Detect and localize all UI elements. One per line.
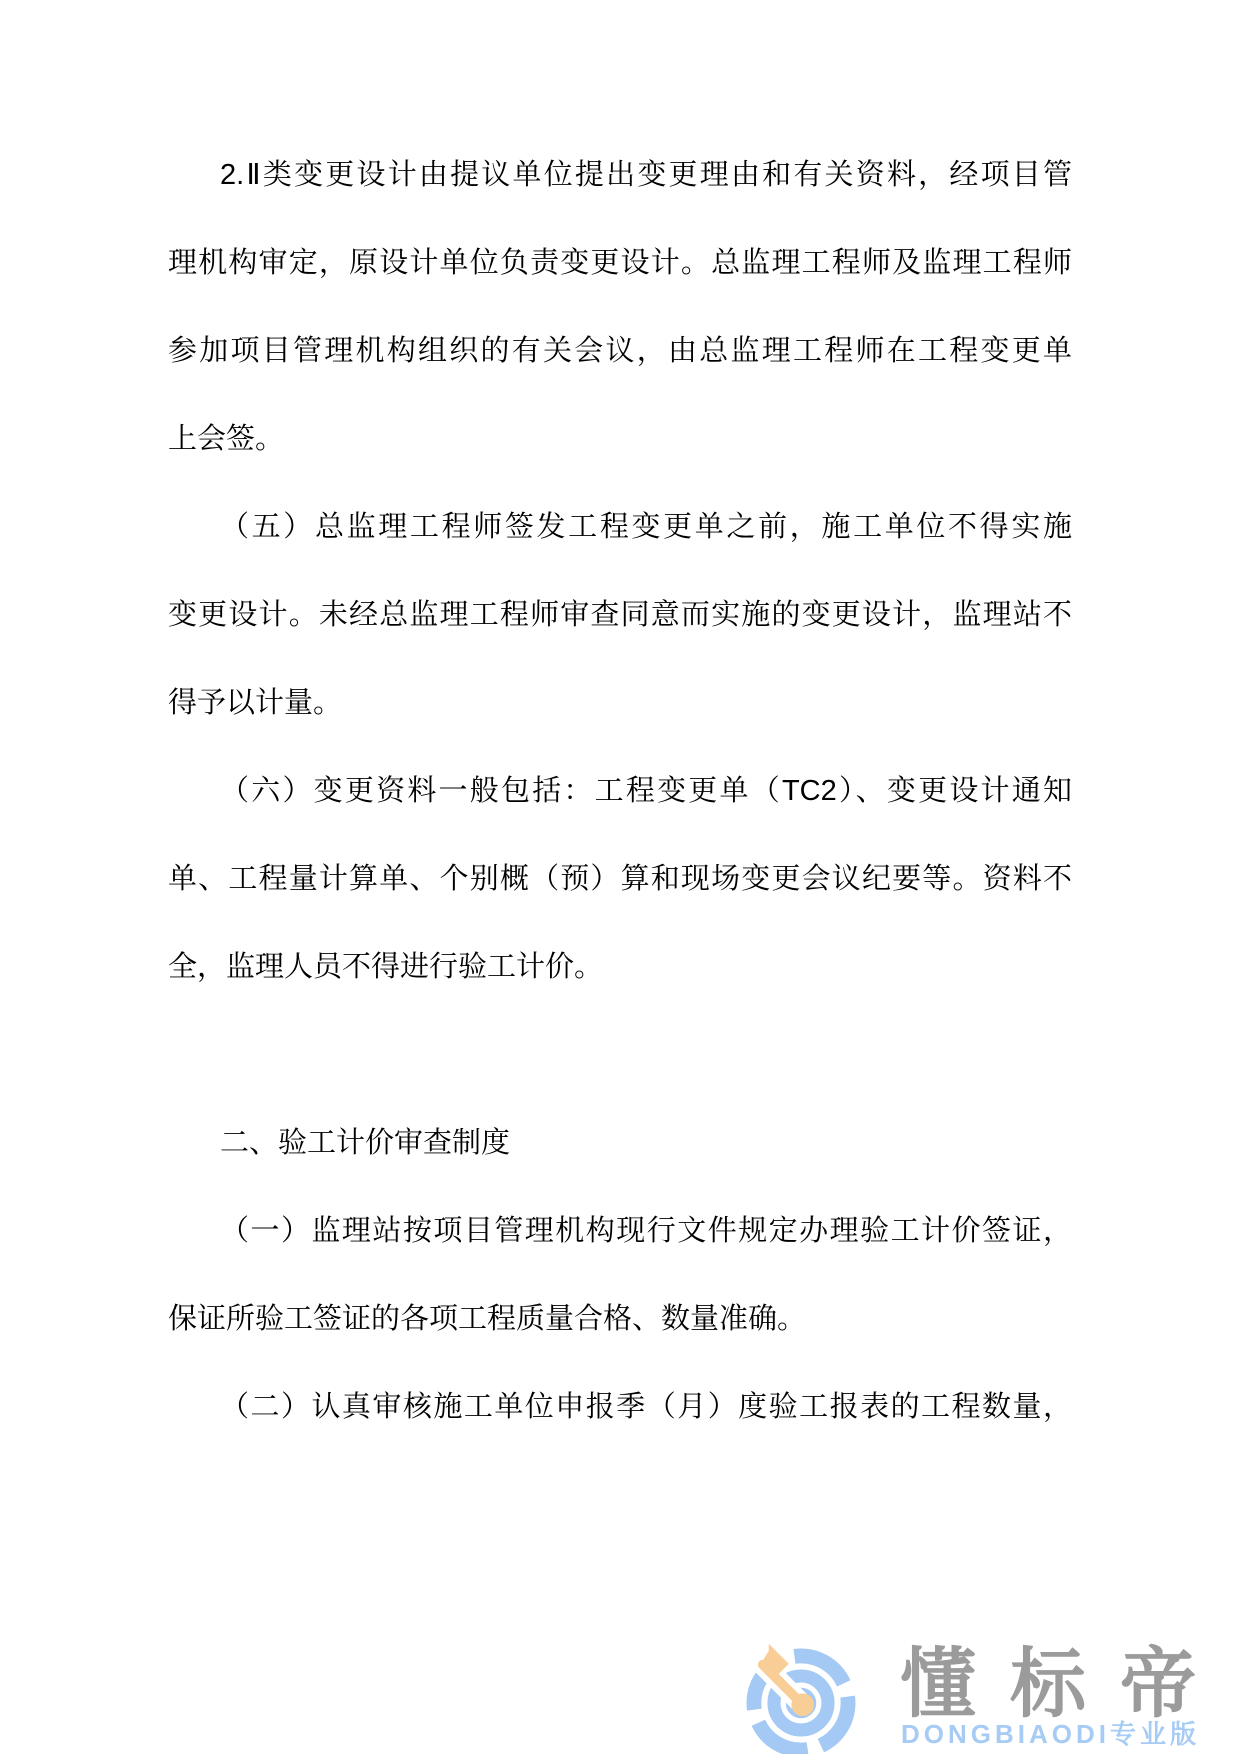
target-dart-icon (740, 1642, 862, 1754)
text-line: 2.Ⅱ类变更设计由提议单位提出变更理由和有关资料，经项目管 (220, 159, 1072, 191)
dart-tip (791, 1693, 814, 1716)
text-line: （二）认真审核施工单位申报季（月）度验工报表的工程数量， (220, 1391, 1072, 1423)
document-text-block (168, 131, 1072, 1451)
section-heading: 二、验工计价审查制度 (220, 1127, 511, 1159)
text-line: 保证所验工签证的各项工程质量合格、数量准确。 (168, 1303, 807, 1335)
text-line: （五）总监理工程师签发工程变更单之前，施工单位不得实施 (220, 511, 1072, 543)
text-line: 理机构审定，原设计单位负责变更设计。总监理工程师及监理工程师 (168, 247, 1072, 279)
text-line: 上会签。 (168, 423, 285, 455)
text-line: （一）监理站按项目管理机构现行文件规定办理验工计价签证， (220, 1215, 1072, 1247)
text-line: 得予以计量。 (168, 687, 343, 719)
watermark-brand-text: 懂标帝 (900, 1642, 1230, 1727)
blank-line (168, 1011, 1072, 1099)
text-line: 参加项目管理机构组织的有关会议，由总监理工程师在工程变更单 (168, 335, 1072, 367)
text-line: 全，监理人员不得进行验工计价。 (168, 951, 604, 983)
text-line: 变更设计。未经总监理工程师审查同意而实施的变更设计，监理站不 (168, 599, 1072, 631)
watermark-subtitle-text: DONGBIAODI专业版 (901, 1719, 1201, 1749)
text-line: （六）变更资料一般包括：工程变更单（TC2）、变更设计通知 (220, 775, 1072, 807)
text-line: 单、工程量计算单、个别概（预）算和现场变更会议纪要等。资料不 (168, 863, 1072, 895)
